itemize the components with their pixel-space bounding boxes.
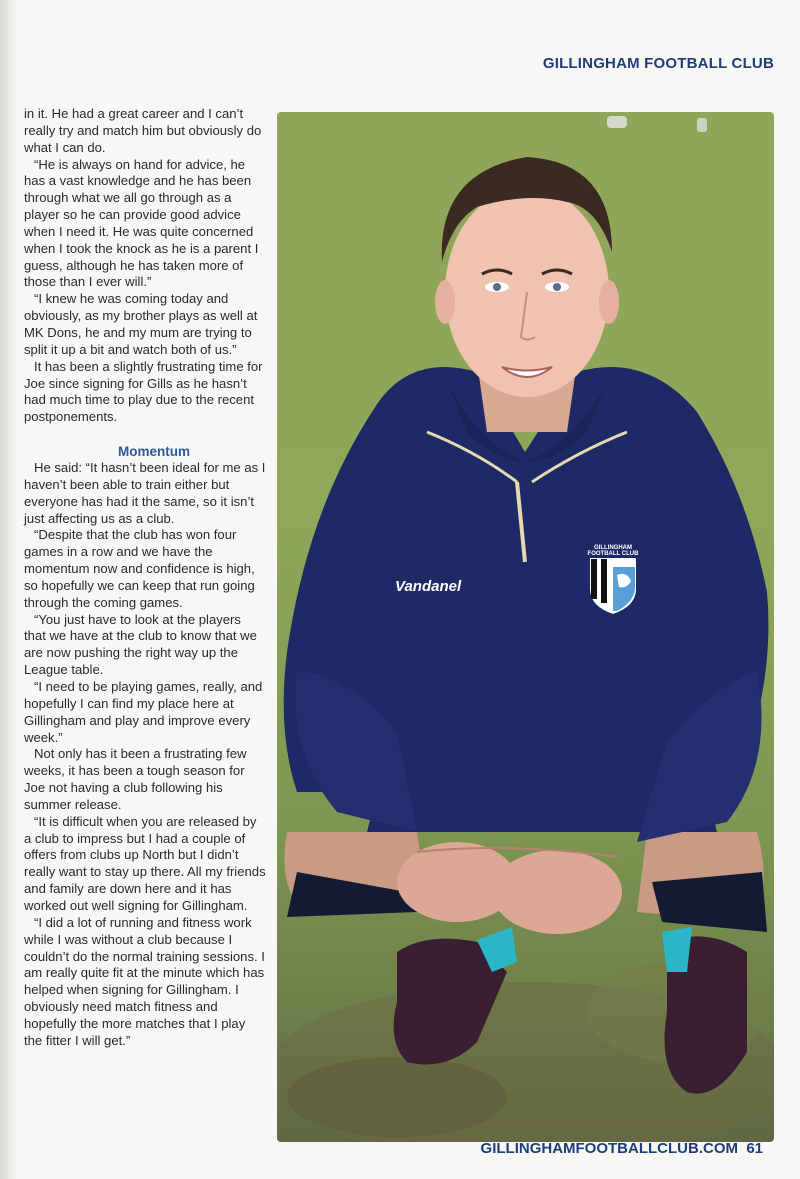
page-spine-shadow: [0, 0, 18, 1179]
article-paragraph: in it. He had a great career and I can’t really try and match him but obviously do what I can do.: [24, 106, 262, 155]
paragraph-spacer: [24, 426, 266, 443]
club-crest: [587, 545, 639, 617]
article-paragraph: “He is always on hand for advice, he has a vast knowledge and he has been through what we all go through as a player so he can provide good advice when I need it. He was quite concerned when I took the knock as he is a parent I guess, although he has taken more of those than I ever will.”: [24, 156, 259, 290]
footer-website: GILLINGHAMFOOTBALLCLUB.COM: [480, 1140, 738, 1157]
article-paragraph: “I knew he was coming today and obviously, as my brother plays as well at MK Dons, he and my mum are trying to split it up a bit and watch both of us.”: [24, 291, 258, 357]
article-paragraph: “You just have to look at the players that we have at the club to know that we are now pushing the right way up the League table.: [24, 611, 257, 678]
article-paragraph: He said: “It hasn’t been ideal for me as I haven’t been able to train either but everyone has had it the same, so it isn’t just affecting us as a club.: [24, 460, 266, 526]
player-illustration: [277, 112, 774, 1142]
article-subheading: Momentum: [118, 444, 190, 460]
article-paragraph: “Despite that the club has won four games in a row and we have the momentum now and confidence is high, so hopefully we can keep that run going through the coming games.: [24, 527, 255, 610]
player-photo: [277, 112, 774, 1142]
header-club-title: GILLINGHAM FOOTBALL CLUB: [542, 55, 774, 72]
article-paragraph: Not only has it been a frustrating few weeks, it has been a tough season for Joe not having a club following his summer release.: [24, 746, 247, 812]
footer-page-number: 61: [746, 1140, 763, 1157]
club-crest-text: GILLINGHAM FOOTBALL CLUB: [587, 545, 639, 557]
article-paragraph: “I need to be playing games, really, and hopefully I can find my place here at Gillingham and play and improve every week.”: [24, 679, 263, 745]
article-column: [24, 106, 266, 1050]
article-paragraph: “It is difficult when you are released by a club to impress but I had a couple of offers from clubs up North but I didn’t really want to stay up there. All my friends and family are down here and it has worked out well signing for Gillingham.: [24, 813, 266, 913]
article-paragraph: “I did a lot of running and fitness work while I was without a club because I couldn’t do the normal training sessions. I am really quite fit at the minute which has helped when signing for Gillingham. I obviously need match fitness and hopefully the more matches that I play the fitter I will get.”: [24, 914, 265, 1048]
article-paragraph: It has been a slightly frustrating time for Joe since signing for Gills as he hasn’t had much time to play due to the recent postponements.: [24, 358, 263, 425]
jacket-brand-logo: Vandanel: [395, 578, 462, 595]
